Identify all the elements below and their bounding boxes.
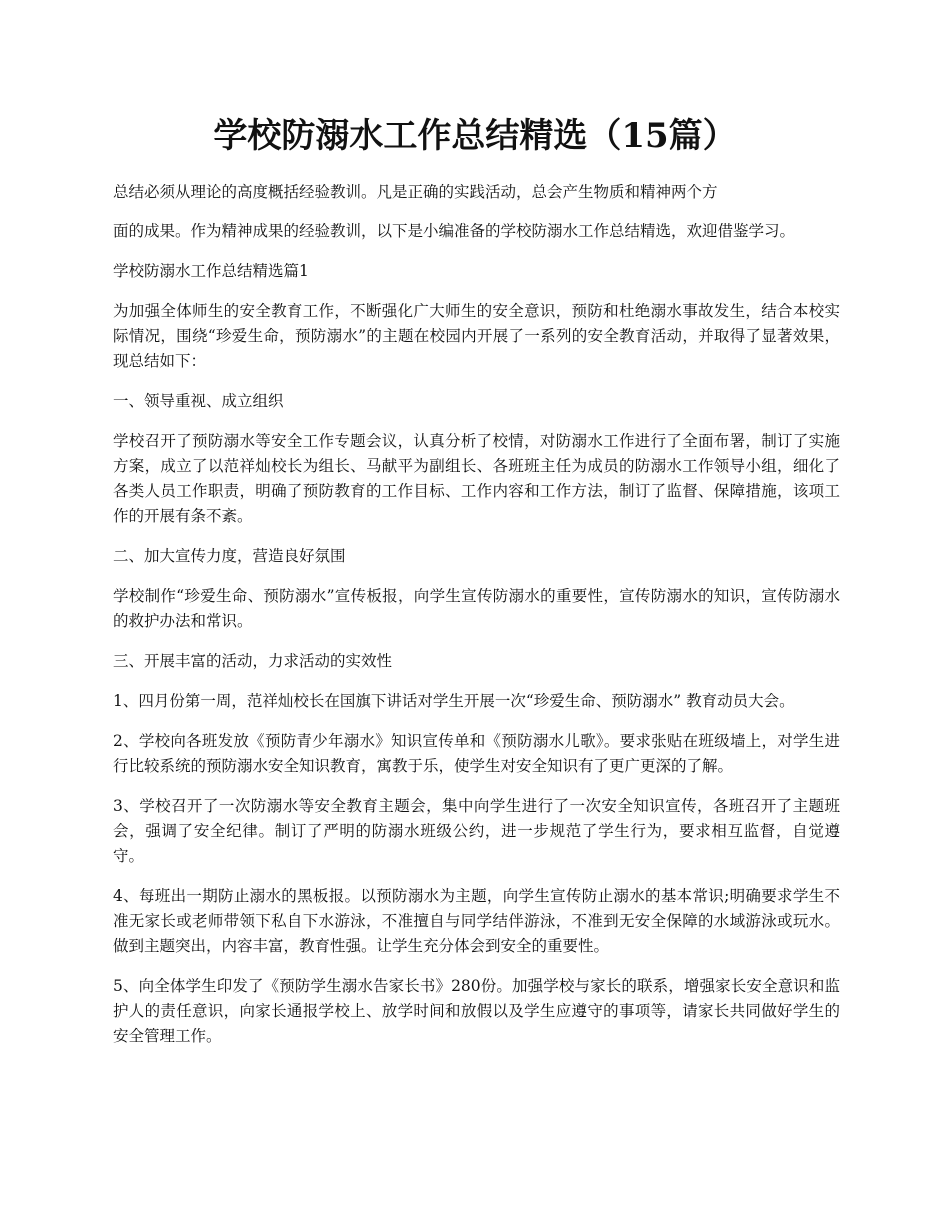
intro-paragraph-line-1: 总结必须从理论的高度概括经验教训。凡是正确的实践活动，总会产生物质和精神两个方 xyxy=(113,183,718,201)
heading-publicity: 二、加大宣传力度，营造良好氛围 xyxy=(113,547,346,565)
document-body xyxy=(113,180,840,1064)
list-item-5: 5、向全体学生印发了《预防学生溺水告家长书》280份。加强学校与家长的联系，增强家长安全意识和监护人的责任意识，向家长通报学校上、放学时间和放假以及学生应遵守的事项等，请家长共同做好学生的安全管理工作。 xyxy=(113,977,840,1045)
body-paragraph-publicity: 学校制作“珍爱生命、预防溺水”宣传板报，向学生宣传防溺水的重要性，宣传防溺水的知识，宣传防溺水的救护办法和常识。 xyxy=(113,587,840,630)
intro-paragraph-line-2: 面的成果。作为精神成果的经验教训，以下是小编准备的学校防溺水工作总结精选，欢迎借鉴学习。 xyxy=(113,222,796,240)
heading-activities: 三、开展丰富的活动，力求活动的实效性 xyxy=(113,652,393,670)
heading-leadership: 一、领导重视、成立组织 xyxy=(113,392,284,410)
body-paragraph-leadership: 学校召开了预防溺水等安全工作专题会议，认真分析了校情，对防溺水工作进行了全面布署，制订了实施方案，成立了以范祥灿校长为组长、马献平为副组长、各班班主任为成员的防溺水工作领导小组，细化了各类人员工作职责，明确了预防教育的工作目标、工作内容和工作方法，制订了监督、保障措施，该项工作的开展有条不紊。 xyxy=(113,432,840,525)
document-title: 学校防溺水工作总结精选（15篇） xyxy=(213,116,737,156)
list-item-4: 4、每班出一期防止溺水的黑板报。以预防溺水为主题，向学生宣传防止溺水的基本常识;明确要求学生不准无家长或老师带领下私自下水游泳，不准擅自与同学结伴游泳，不准到无安全保障的水域游泳或玩水。做到主题突出，内容丰富，教育性强。让学生充分体会到安全的重要性。 xyxy=(113,887,840,955)
list-item-3: 3、学校召开了一次防溺水等安全教育主题会，集中向学生进行了一次安全知识宣传，各班召开了主题班会，强调了安全纪律。制订了严明的防溺水班级公约，进一步规范了学生行为，要求相互监督，自觉遵守。 xyxy=(113,797,840,865)
list-item-1: 1、四月份第一周，范祥灿校长在国旗下讲话对学生开展一次“珍爱生命、预防溺水” 教育动员大会。 xyxy=(113,692,795,710)
body-paragraph-overview: 为加强全体师生的安全教育工作，不断强化广大师生的安全意识，预防和杜绝溺水事故发生，结合本校实际情况，围绕“珍爱生命，预防溺水”的主题在校园内开展了一系列的安全教育活动，并取得了显著效果，现总结如下： xyxy=(113,302,840,370)
list-item-2: 2、学校向各班发放《预防青少年溺水》知识宣传单和《预防溺水儿歌》。要求张贴在班级墙上，对学生进行比较系统的预防溺水安全知识教育，寓教于乐，使学生对安全知识有了更广更深的了解。 xyxy=(113,732,840,775)
section-title-part-1: 学校防溺水工作总结精选篇1 xyxy=(113,262,309,280)
